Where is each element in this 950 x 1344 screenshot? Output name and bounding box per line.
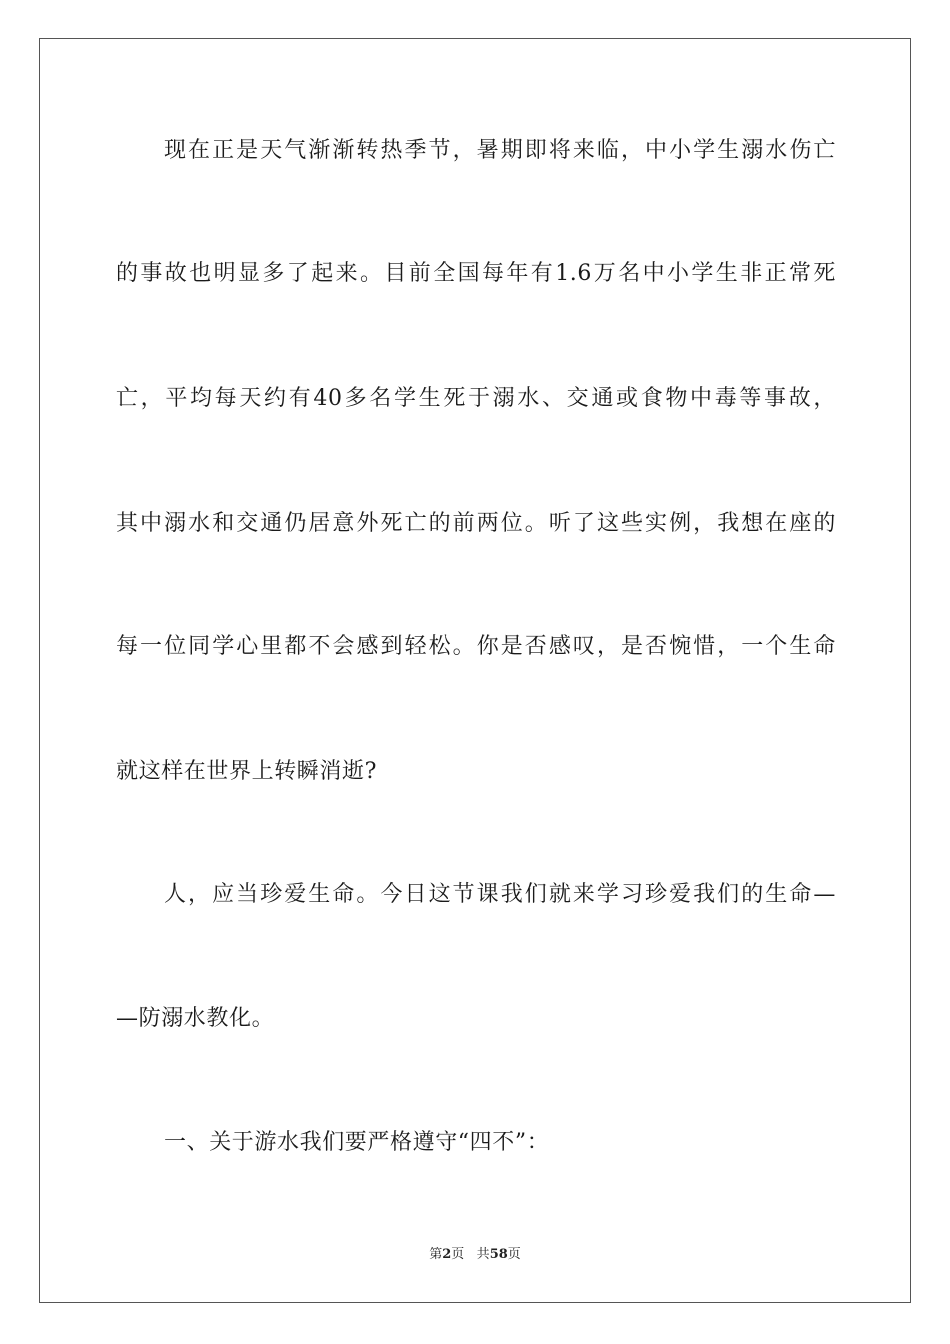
paragraph-line-2: 的事故也明显多了起来。目前全国每年有1.6万名中小学生非正常死 (116, 261, 836, 286)
paragraph-line-3: 亡，平均每天约有40多名学生死于溺水、交通或食物中毒等事故， (116, 386, 836, 411)
page-border (39, 38, 911, 1303)
page-footer (0, 1246, 950, 1264)
paragraph-line-7: 人，应当珍爱生命。今日这节课我们就来学习珍爱我们的生命— (164, 882, 836, 907)
total-suffix: 页 (507, 1247, 521, 1262)
page-prefix: 第 (429, 1247, 443, 1262)
paragraph-line-8: —防溺水教化。 (116, 1006, 275, 1031)
total-pages: 58 (489, 1247, 508, 1262)
section-heading: 一、关于游水我们要严格遵守“四不”： (164, 1130, 550, 1155)
paragraph-line-6: 就这样在世界上转瞬消逝? (116, 759, 377, 784)
page-suffix: 页 (451, 1247, 465, 1262)
paragraph-line-4: 其中溺水和交通仍居意外死亡的前两位。听了这些实例，我想在座的 (116, 511, 836, 536)
page-number: 2 (442, 1247, 452, 1262)
paragraph-line-5: 每一位同学心里都不会感到轻松。你是否感叹，是否惋惜，一个生命 (116, 634, 836, 659)
paragraph-line-1: 现在正是天气渐渐转热季节，暑期即将来临，中小学生溺水伤亡 (164, 138, 836, 163)
total-prefix: 共 (476, 1247, 490, 1262)
